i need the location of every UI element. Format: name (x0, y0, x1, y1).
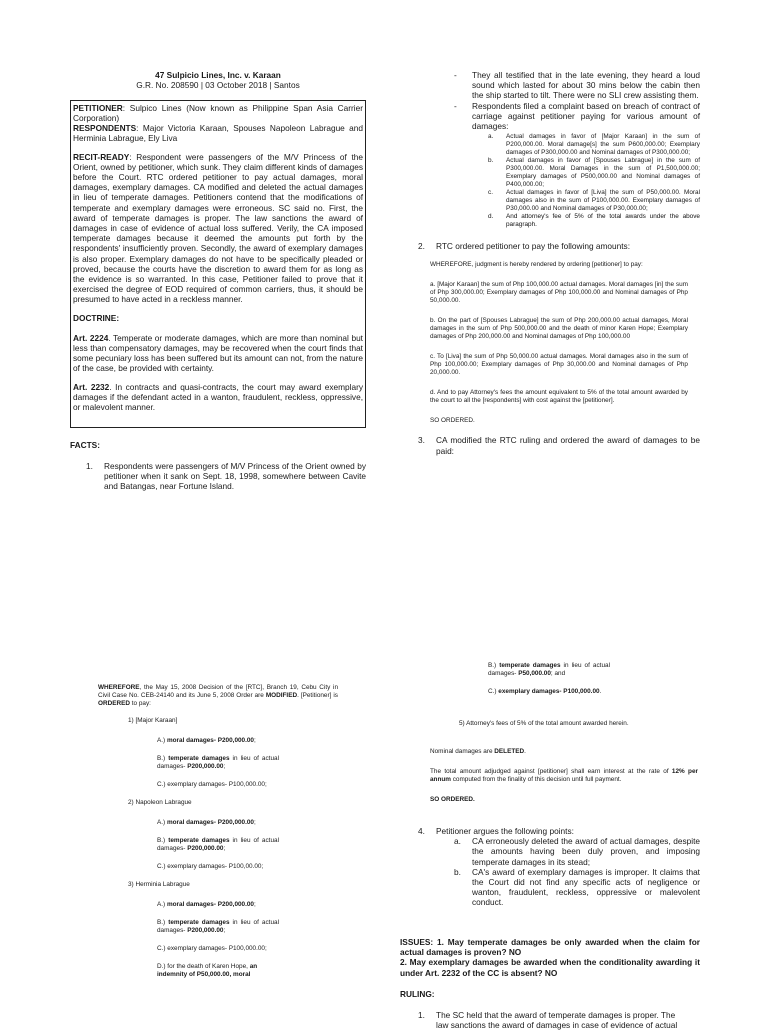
issue-1: ISSUES: 1. May temperate damages be only awarded when the claim for actual damages is proven? NO (400, 937, 700, 958)
liva-temperate: B.) temperate damages in lieu of actual damages- P50,000.00; and (488, 662, 610, 677)
party-3-name: 3) Herminia Labrague (128, 881, 190, 888)
ca-order-tail (430, 748, 698, 804)
facts-item-2: 2. RTC ordered petitioner to pay the following amounts: (418, 241, 631, 252)
argument-b: b. CA's award of exemplary damages is improper. It claims that the Court did not find any specific acts of negligence or wanton, fraudulent, reckless, oppressive or malevolent conduct. (454, 866, 700, 908)
party-3-exemplary: C.) exemplary damages- P100,000.00; (157, 945, 267, 952)
party-2-exemplary: C.) exemplary damages- P100,00.00; (157, 863, 264, 870)
ca-order-continuation (488, 662, 610, 696)
complaint-subitems (418, 133, 700, 229)
facts-heading: FACTS: (70, 440, 100, 451)
party-3 (98, 881, 338, 979)
art-2224: Art. 2224. Temperate or moderate damages, which are more than nominal but less than compensatory damages, may be recovered when the court finds that some pecuniary loss has been suffered but its amount can not, from the nature of the case, be provided with certainty. (73, 332, 363, 374)
interest-clause: The total amount adjudged against [petitioner] shall earn interest at the rate of 12% per annum computed from the finality of this decision until full payment. (430, 768, 698, 783)
ruling-1-line-2: law sanctions the award of damages in case of evidence of actual (436, 1020, 678, 1030)
party-1-exemplary: C.) exemplary damages- P100,000.00; (157, 781, 267, 788)
party-3-death-indemnity-cont: indemnity of P50,000.00, moral (157, 971, 251, 978)
ca-order-block (98, 684, 338, 979)
art-2232: Art. 2232. In contracts and quasi-contracts, the court may award exemplary damages if the defendant acted in a wanton, fraudulent, reckless, oppressive, or malevolent manner. (73, 381, 363, 413)
left-column-top (70, 70, 366, 491)
party-1-moral: A.) moral damages- P200,000.00; (157, 737, 256, 744)
rtc-award-c: c. To [Liva] the sum of Php 50,000.00 actual damages. Moral damages also in the sum of Php 100,000.00; Exemplary damages of Php 30,000.00 and Nominal damages of Php 20,000.00. (430, 353, 688, 377)
party-3-temperate: B.) temperate damages in lieu of actual damages- P200,000.00; (157, 919, 279, 934)
ruling-item-1: 1. The SC held that the award of temperate damages is proper. The law sanctions the award of damages in case of evidence of actual (418, 1010, 678, 1030)
doctrine-heading: DOCTRINE: (73, 312, 120, 323)
testimony-bullet: - They all testified that in the late evening, they heard a loud sound which lasted for about 30 mins below the cabin then the ship started to tilt. There were no SLI crew assisting them. (454, 70, 700, 101)
attorney-fees-line: 5) Attorney's fees of 5% of the total amount awarded herein. (459, 720, 629, 727)
complaint-sub-d: d. And attorney's fee of 5% of the total awards under the above paragraph. (488, 213, 700, 229)
party-1-temperate: B.) temperate damages in lieu of actual damages- P200,000.00; (157, 755, 279, 770)
rtc-award-b: b. On the part of [Spouses Labrague] the sum of Php 200,000.00 actual damages, Moral damages in the sum of Php 500,000.00 and the death of minor Karen Hope; Exemplary damages of Php 200,000.00 and Nominal damages of Php 100,000.00 (430, 317, 688, 341)
right-column-bottom (418, 826, 700, 908)
rtc-dispositive (418, 261, 688, 425)
case-title: 47 Sulpicio Lines, Inc. v. Karaan (155, 70, 281, 80)
party-3-death-indemnity: D.) for the death of Karen Hope, an (157, 963, 258, 970)
ruling-1-line-1: The SC held that the award of temperate damages is proper. The (436, 1010, 676, 1020)
ruling-heading: RULING: (400, 989, 435, 999)
issues-block (400, 937, 700, 978)
complaint-sub-a: a. Actual damages in favor of [Major Karaan] in the sum of P200,000.00. Moral damage[s] the sum P600,000.00; Exemplary damages of P300,000.00 and Nominal damages of P300,000.00; (488, 133, 700, 157)
argument-a: a. CA erroneously deleted the award of actual damages, despite the amounts having been duly proven, and imposing temperate damages in its stead; (454, 836, 700, 867)
facts-item-3: 3. CA modified the RTC ruling and ordered the award of damages to be paid: (418, 435, 700, 456)
rtc-award-a: a. [Major Karaan] the sum of Php 100,000.00 actual damages. Moral damages [in] the sum of Php 300,000.00; Exemplary damages of Php 100,000.00 and Nominal damages of Php 50,000.00. (430, 281, 688, 305)
complaint-bullet: - Respondents filed a complaint based on breach of contract of carriage against petitioner paying for various amount of damages: (454, 100, 700, 132)
case-subtitle: G.R. No. 208590 | 03 October 2018 | Santos (136, 80, 300, 91)
rtc-intro: WHEREFORE, judgment is hereby rendered by ordering [petitioner] to pay: (430, 261, 643, 269)
ca-so-ordered: SO ORDERED. (430, 796, 475, 803)
party-2-name: 2) Napoleon Labrague (128, 799, 192, 806)
summary-box (70, 100, 366, 428)
party-2-temperate: B.) temperate damages in lieu of actual damages- P200,000.00; (157, 837, 279, 852)
party-1-name: 1) [Major Karaan] (128, 717, 178, 724)
party-3-moral: A.) moral damages- P200,000.00; (157, 901, 256, 908)
rtc-award-d: d. And to pay Attorney's fees the amount equivalent to 5% of the total amount awarded by the court to all the [respondents] with cost against the [petitioner]. (430, 389, 688, 405)
party-2-moral: A.) moral damages- P200,000.00; (157, 819, 256, 826)
rtc-so-ordered: SO ORDERED. (430, 417, 475, 425)
nominal-deleted: Nominal damages are DELETED. (430, 748, 526, 755)
right-column-top (418, 70, 700, 456)
respondents-line: RESPONDENTS: Major Victoria Karaan, Spouses Napoleon Labrague and Herminia Labrague, Ely Liva (73, 123, 363, 144)
complaint-sub-c: c. Actual damages in favor of [Liva] the sum of P50,000.00. Moral damages also in the sum of P100,000.00. Exemplary damages of P30,000.00 and Nominal damages of P30,000.00; (488, 189, 700, 213)
facts-item-1: 1. Respondents were passengers of M/V Princess of the Orient owned by petitioner when it sank on Sept. 18, 1998, somewhere between Cavite and Batangas, near Fortune Island. (86, 460, 366, 491)
petitioner-line: PETITIONER: Sulpico Lines (Now known as Philippine Span Asia Carrier Corporation) (73, 102, 363, 124)
facts-item-4: 4. Petitioner argues the following points: (418, 826, 574, 836)
petitioner-arguments (418, 836, 700, 907)
recit-ready: RECIT-READY: Respondent were passengers of the M/V Princess of the Orient, owned by petitioner, which sunk. They claim different kinds of damages before the Court. RTC ordered petitioner to pay actual damages, moral damages, exemplary damages. CA modified and deleted the actual damages in lieu of temperate damages. Petitioners contend that the modifications of temperate and exemplary damages were erroneous. SC said no. First, the award of temperate damages is proper. The law sanctions the award of damages in case of evidence of actual loss suffered. Verily, the CA imposed temperate damages because it deemed the amounts put forth by the respondents' insufficiently proven. Secondly, the award of exemplary damages is also proper. Exemplary damages do not have to be specifically pleaded or proved, because the courts have the discretion to award them for as long as the evidence is so warranted. In this case, Petitioner failed to prove that it exercised the degree of EOD required of common carriers, thus, it should be presumed to have acted in a reckless manner. (73, 151, 363, 305)
complaint-sub-b: b. Actual damages in favor of [Spouses Labrague] in the sum of P300,000.00. Moral Damages in the sum of P1,500,000.00; Exemplary damages of P500,000.00 and Nominal damages of P400,000.00; (488, 157, 700, 189)
party-2 (98, 799, 338, 871)
party-1 (98, 717, 338, 789)
issue-2: 2. May exemplary damages be awarded when the conditionality awarding it under Art. 2232 of the CC is absent? NO (400, 957, 700, 978)
ca-order-intro: WHEREFORE, the May 15, 2008 Decision of the [RTC], Branch 19, Cebu City in Civil Case No. CEB-24140 and its June 5, 2008 Order are MODIFIED. [Petitioner] is ORDERED to pay: (98, 684, 338, 707)
liva-exemplary: C.) exemplary damages- P100,000.00. (488, 688, 602, 695)
